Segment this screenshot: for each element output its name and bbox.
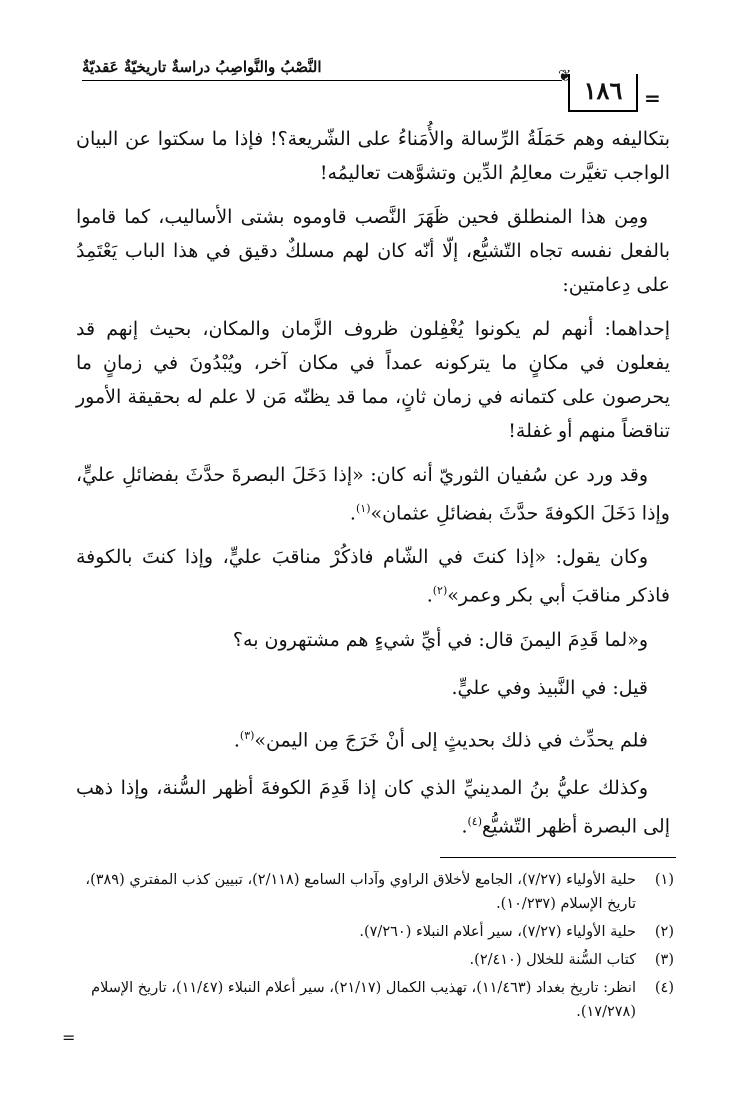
footnote-text: حلية الأولياء (٧/٢٧)، سير أعلام النبلاء (٧/٢٦٠).	[359, 924, 636, 940]
footnote	[76, 976, 674, 1024]
footnote-ref: (١)	[355, 502, 371, 515]
footnote	[76, 948, 674, 972]
header-rule	[82, 80, 562, 81]
paragraph: و«لما قَدِمَ اليمنَ قال: في أيِّ شيءٍ هم مشتهرون به؟	[232, 628, 648, 651]
running-header-title: النَّصْبُ والنَّواصِبُ دراسةٌ تاريخيّةٌ عَقديّةٌ	[82, 58, 322, 76]
footnote	[76, 868, 674, 916]
continuation-mark: =	[62, 1028, 76, 1047]
paragraph: وقد ورد عن سُفيان الثوريّ أنه كان: «إذا دَخَلَ البصرةَ حدَّثَ بفضائلِ عليٍّ، وإذا دَخَلَ الكوفةَ حدَّثَ بفضائلِ عثمان»$^{(١)}$.	[76, 464, 670, 525]
footnote-number: (١)	[654, 872, 674, 888]
paragraph: إحداهما: أنهم لم يكونوا يُغْفِلون ظروف الزَّمان والمكان، بحيث إنهم قد يفعلون في مكانٍ ما يتركونه عمداً في مكان آخر، ويُبْدُونَ في زمانٍ ما يحرصون على كتمانه في زمان ثانٍ، مما قد يظنّه مَن لا علم له بحقيقة الأمور تناقضاً منهم أو غفلة!	[76, 318, 670, 442]
paragraph: قيل: في النَّبيذ وفي عليٍّ.	[451, 676, 648, 699]
ornament-icon: ❦	[558, 66, 572, 85]
footnote-number: (٣)	[654, 952, 674, 968]
page-number: ١٨٦	[568, 74, 638, 112]
paragraph: وكان يقول: «إذا كنتَ في الشّام فاذكُرْ مناقبَ عليٍّ، وإذا كنتَ بالكوفة فاذكر مناقبَ أبي بكر وعمر»$^{(٢)}$.	[76, 546, 670, 607]
footnote	[76, 920, 674, 944]
paragraph: فلم يحدِّث في ذلك بحديثٍ إلى أنْ خَرَجَ مِن اليمن»$^{(٣)}$.	[233, 728, 648, 751]
footnote-number: (٢)	[654, 924, 674, 940]
footnote-ref: (٣)	[239, 728, 255, 742]
paragraph: وكذلك عليُّ بنُ المدينيِّ الذي كان إذا قَدِمَ الكوفةَ أظهر السُّنة، وإذا ذهب إلى البصرة أظهر التّشيُّع$^{(٤)}$.	[76, 776, 670, 838]
footnotes	[76, 868, 674, 1028]
footnote-ref: (٤)	[467, 814, 483, 828]
header-dash-mark: =	[644, 86, 661, 110]
paragraph: ومِن هذا المنطلق فحين ظَهَرَ النَّصب قاوموه بشتى الأساليب، كما قاموا بالفعل نفسه تجاه التّشيُّع، إلّا أنّه كان لهم مسلكٌ دقيق في هذا الباب يَعْتَمِدُ على دِعامتين:	[76, 206, 670, 296]
footnote-text: انظر: تاريخ بغداد (١١/٤٦٣)، تهذيب الكمال (٢١/١٧)، سير أعلام النبلاء (١١/٤٧)، تاريخ الإسلام (١٧/٢٧٨).	[91, 980, 636, 1020]
footnote-text: كتاب السُّنة للخلال (٢/٤١٠).	[469, 952, 636, 968]
paragraph: بتكاليفه وهم حَمَلَةُ الرِّسالة والأُمَناءُ على الشّريعة؟! فإذا ما سكتوا عن البيان الواجب تغيَّرت معالِمُ الدِّين وتشوَّهت تعاليمُه!	[76, 128, 670, 184]
footnote-number: (٤)	[654, 980, 674, 996]
main-text	[76, 122, 670, 853]
footnote-separator	[440, 857, 676, 858]
footnote-text: حلية الأولياء (٧/٢٧)، الجامع لأخلاق الراوي وآداب السامع (٢/١١٨)، تبيين كذب المفتري (٣٨٩)، تاريخ الإسلام (١٠/٢٣٧).	[85, 872, 636, 912]
footnote-ref: (٢)	[432, 584, 448, 598]
